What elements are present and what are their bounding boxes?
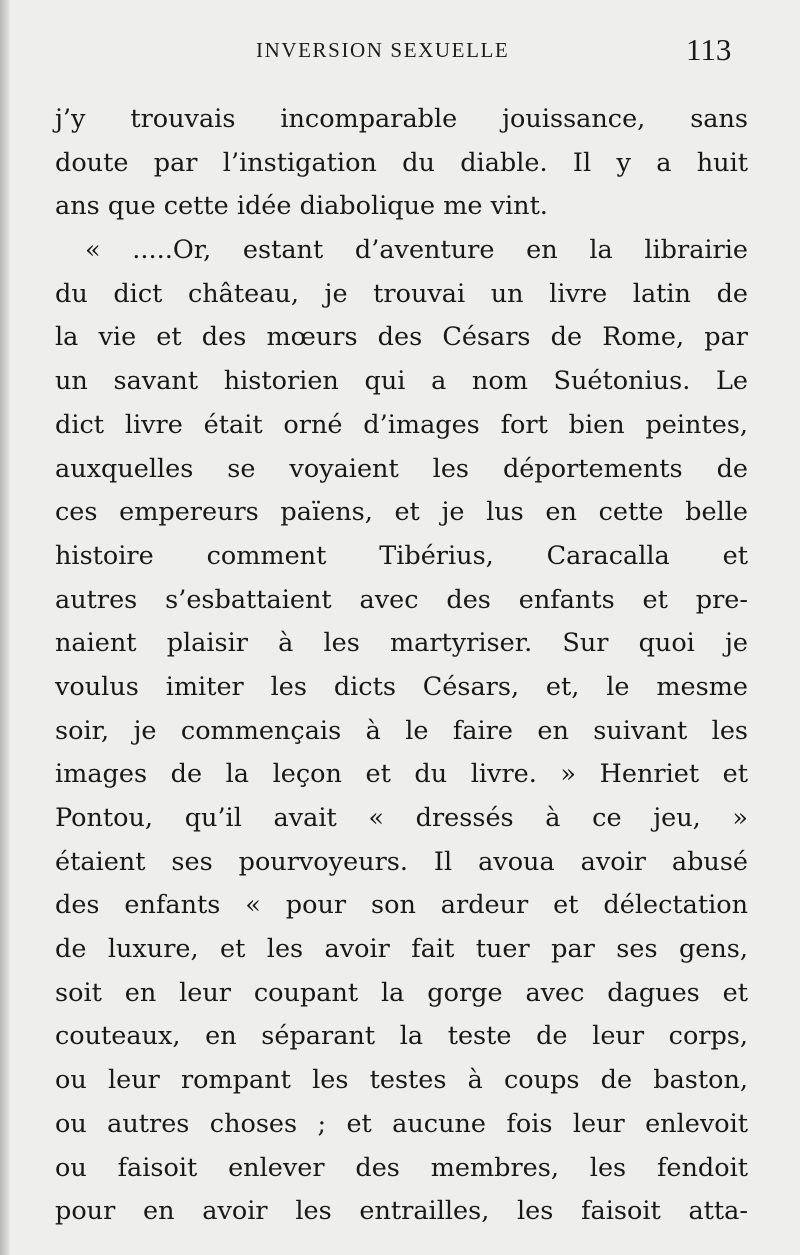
text-line: ou autres choses ; et aucune fois leur enlevoit xyxy=(55,1108,748,1139)
text-line: couteaux, en séparant la teste de leur corps, xyxy=(55,1021,748,1052)
text-line: du dict château, je trouvai un livre latin de xyxy=(55,278,748,309)
text-line: dict livre était orné d’images fort bien peintes, xyxy=(55,409,748,440)
text-line: soit en leur coupant la gorge avec dagues et xyxy=(55,977,748,1008)
text-line: soir, je commençais à le faire en suivant les xyxy=(55,715,748,746)
body-text xyxy=(55,98,748,1234)
text-line: étaient ses pourvoyeurs. Il avoua avoir abusé xyxy=(55,846,748,877)
text-line: des enfants « pour son ardeur et délectation xyxy=(55,890,748,921)
scan-edge-shadow xyxy=(0,0,10,1255)
text-line: j’y trouvais incomparable jouissance, sans xyxy=(55,104,748,134)
text-line: « .....Or, estant d’aventure en la librairie xyxy=(85,235,748,266)
text-line: doute par l’instigation du diable. Il y a huit xyxy=(55,147,748,178)
text-line: un savant historien qui a nom Suétonius. Le xyxy=(55,366,748,397)
text-line: de luxure, et les avoir fait tuer par ses gens, xyxy=(55,934,748,965)
text-line: la vie et des mœurs des Césars de Rome, par xyxy=(55,322,748,353)
text-line: ces empereurs païens, et je lus en cette belle xyxy=(55,497,748,528)
running-head xyxy=(0,30,800,80)
text-line: ou leur rompant les testes à coups de baston, xyxy=(55,1065,748,1096)
text-line: images de la leçon et du livre. » Henriet et xyxy=(55,759,748,790)
text-line: ou faisoit enlever des membres, les fendoit xyxy=(55,1152,748,1183)
text-line: auxquelles se voyaient les déportements de xyxy=(55,453,748,484)
text-line: naient plaisir à les martyriser. Sur quoi je xyxy=(55,628,748,659)
text-line: ans que cette idée diabolique me vint. xyxy=(55,191,548,222)
text-line: autres s’esbattaient avec des enfants et pre- xyxy=(55,584,748,615)
text-line: pour en avoir les entrailles, les faisoit atta- xyxy=(55,1196,748,1227)
running-title: INVERSION SEXUELLE xyxy=(256,38,510,62)
text-line: histoire comment Tibérius, Caracalla et xyxy=(55,540,748,571)
text-line: Pontou, qu’il avait « dressés à ce jeu, » xyxy=(55,803,748,833)
page-number: 113 xyxy=(686,32,732,67)
text-line: voulus imiter les dicts Césars, et, le mesme xyxy=(55,671,748,702)
